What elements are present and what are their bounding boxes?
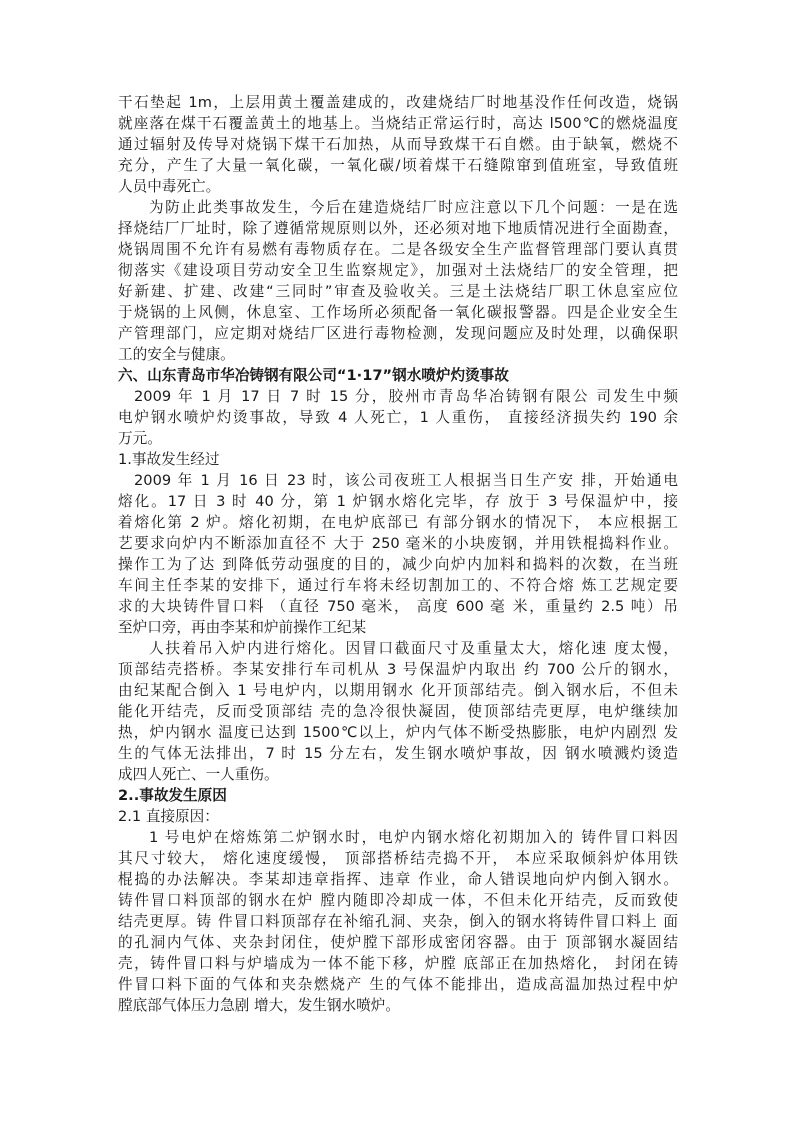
paragraph <box>118 470 678 638</box>
text-line: 电炉钢水喷炉灼烫事故，导致 4 人死亡，1 人重伤， 直接经济损失约 190 余 <box>118 409 678 426</box>
text-line: 就座落在煤干石覆盖黄土的地基上。当烧结正常运行时，高达 l500℃的燃烧温度 <box>118 115 678 132</box>
text-line: 好新建、扩建、改建“三同时”审查及验收关。三是土法烧结厂职工休息室应位 <box>118 283 678 300</box>
text-line: 万元。 <box>118 430 162 447</box>
paragraph <box>118 197 678 365</box>
text-line: 成四人死亡、一人重伤。 <box>118 766 279 783</box>
text-line: 能化开结壳，反而受顶部结 壳的急冷很快凝固，使顶部结壳更厚，电炉继续加 <box>118 703 678 720</box>
text-line: 着熔化第 2 炉。熔化初期，在电炉底部已 有部分钢水的情况下， 本应根据工 <box>118 514 678 531</box>
text-line: 生的气体无法排出，7 时 15 分左右，发生钢水喷炉事故，因 钢水喷溅灼烫造 <box>118 745 678 762</box>
text-line: 铸件冒口料顶部的钢水在炉 膛内随即冷却成一体，不但未化开结壳，反而致使 <box>118 892 678 909</box>
paragraph <box>118 386 678 449</box>
subsection-heading <box>118 449 678 470</box>
text-line: 2009 年 1 月 17 日 7 时 15 分，胶州市青岛华冶铸钢有限公 司发生中频 <box>134 388 678 405</box>
text-line: 产管理部门，应定期对烧结厂区进行毒物检测，发现问题应及时处理，以确保职 <box>118 325 678 342</box>
text-line: 人扶着吊入炉内进行熔化。因冒口截面尺寸及重量太大，熔化速 度太慢， <box>149 640 678 657</box>
text-line: 件冒口料下面的气体和夹杂燃烧产 生的气体不能排出，造成高温加热过程中炉 <box>118 976 678 993</box>
text-line: 1.事故发生经过 <box>118 451 220 468</box>
text-line: 彻落实《建设项目劳动安全卫生监察规定》，加强对土法烧结厂的安全管理，把 <box>118 262 678 279</box>
text-line: 热，炉内钢水 温度已达到 1500℃以上，炉内气体不断受热膨胀，电炉内剧烈 发 <box>118 724 678 741</box>
text-line: 操作工为了达 到降低劳动强度的目的，减少向炉内加料和捣料的次数，在当班 <box>118 556 678 573</box>
text-line: 为防止此类事故发生，今后在建造烧结厂时应注意以下几个问题：一是在选 <box>149 199 678 216</box>
text-line: 由纪某配合倒入 1 号电炉内，以期用钢水 化开顶部结壳。倒入钢水后，不但未 <box>118 682 678 699</box>
text-line: 择烧结厂厂址时，除了遵循常规原则以外，还必须对地下地质情况进行全面勘查， <box>118 220 678 237</box>
paragraph <box>118 92 678 197</box>
text-line: 六、山东青岛市华冶铸钢有限公司“1·17”钢水喷炉灼烫事故 <box>118 367 509 384</box>
text-line: 通过辐射及传导对烧锅下煤干石加热，从而导致煤干石自燃。由于缺氧，燃烧不 <box>118 136 678 153</box>
text-line: 充分，产生了大量一氧化碳，一氧化碳/顷着煤干石缝隙窜到值班室，导致值班 <box>118 157 678 174</box>
text-line: 2..事故发生原因 <box>118 787 227 804</box>
text-line: 1 号电炉在熔炼第二炉钢水时，电炉内钢水熔化初期加入的 铸件冒口料因 <box>149 829 678 846</box>
section-heading <box>118 785 678 806</box>
text-line: 车间主任李某的安排下，通过行车将未经切割加工的、不符合熔 炼工艺规定要 <box>118 577 678 594</box>
text-line: 于烧锅的上风侧，休息室、工作场所必须配备一氧化碳报警器。四是企业安全生 <box>118 304 678 321</box>
text-line: 壳，铸件冒口料与炉墙成为一体不能下移，炉膛 底部正在加热熔化， 封闭在铸 <box>118 955 678 972</box>
text-line: 的孔洞内气体、夹杂封闭住，使炉膛下部形成密闭容器。由于 顶部钢水凝固结 <box>118 934 678 951</box>
text-line: 棍捣的办法解决。李某却违章指挥、违章 作业，命人错误地向炉内倒入钢水。 <box>118 871 678 888</box>
text-line: 其尺寸较大， 熔化速度缓慢， 顶部搭桥结壳捣不开， 本应采取倾斜炉体用铁 <box>118 850 678 867</box>
text-line: 熔化。17 日 3 时 40 分，第 1 炉钢水熔化完毕，存 放于 3 号保温炉中，接 <box>118 493 678 510</box>
text-line: 艺要求向炉内不断添加直径不 大于 250 毫米的小块废钢，并用铁棍捣料作业。 <box>118 535 678 552</box>
text-line: 至炉口旁，再由李某和炉前操作工纪某 <box>118 619 367 636</box>
text-line: 2009 年 1 月 16 日 23 时，该公司夜班工人根据当日生产安 排，开始通电 <box>134 472 678 489</box>
text-line: 顶部结壳搭桥。李某安排行车司机从 3 号保温炉内取出 约 700 公斤的钢水， <box>118 661 678 678</box>
text-line: 2.1 直接原因： <box>118 808 219 825</box>
text-line: 膛底部气体压力急剧 增大，发生钢水喷炉。 <box>118 997 400 1014</box>
text-line: 工的安全与健康。 <box>118 346 235 363</box>
text-line: 结壳更厚。铸 件冒口料顶部存在补缩孔洞、夹杂，倒入的钢水将铸件冒口料上 面 <box>118 913 678 930</box>
text-line: 烧锅周围不允许有易燃有毒物质存在。二是各级安全生产监督管理部门要认真贯 <box>118 241 678 258</box>
paragraph <box>118 827 678 1016</box>
text-line: 求的大块铸件冒口料 （直径 750 毫米， 高度 600 毫 米，重量约 2.5 吨）吊 <box>118 598 678 615</box>
paragraph <box>118 638 678 785</box>
text-line: 人员中毒死亡。 <box>118 178 221 195</box>
subsection-heading <box>118 806 678 827</box>
document-page <box>118 92 678 1016</box>
text-line: 干石垫起 1m，上层用黄土覆盖建成的，改建烧结厂时地基没作任何改造，烧锅 <box>118 94 678 111</box>
section-heading <box>118 365 678 386</box>
